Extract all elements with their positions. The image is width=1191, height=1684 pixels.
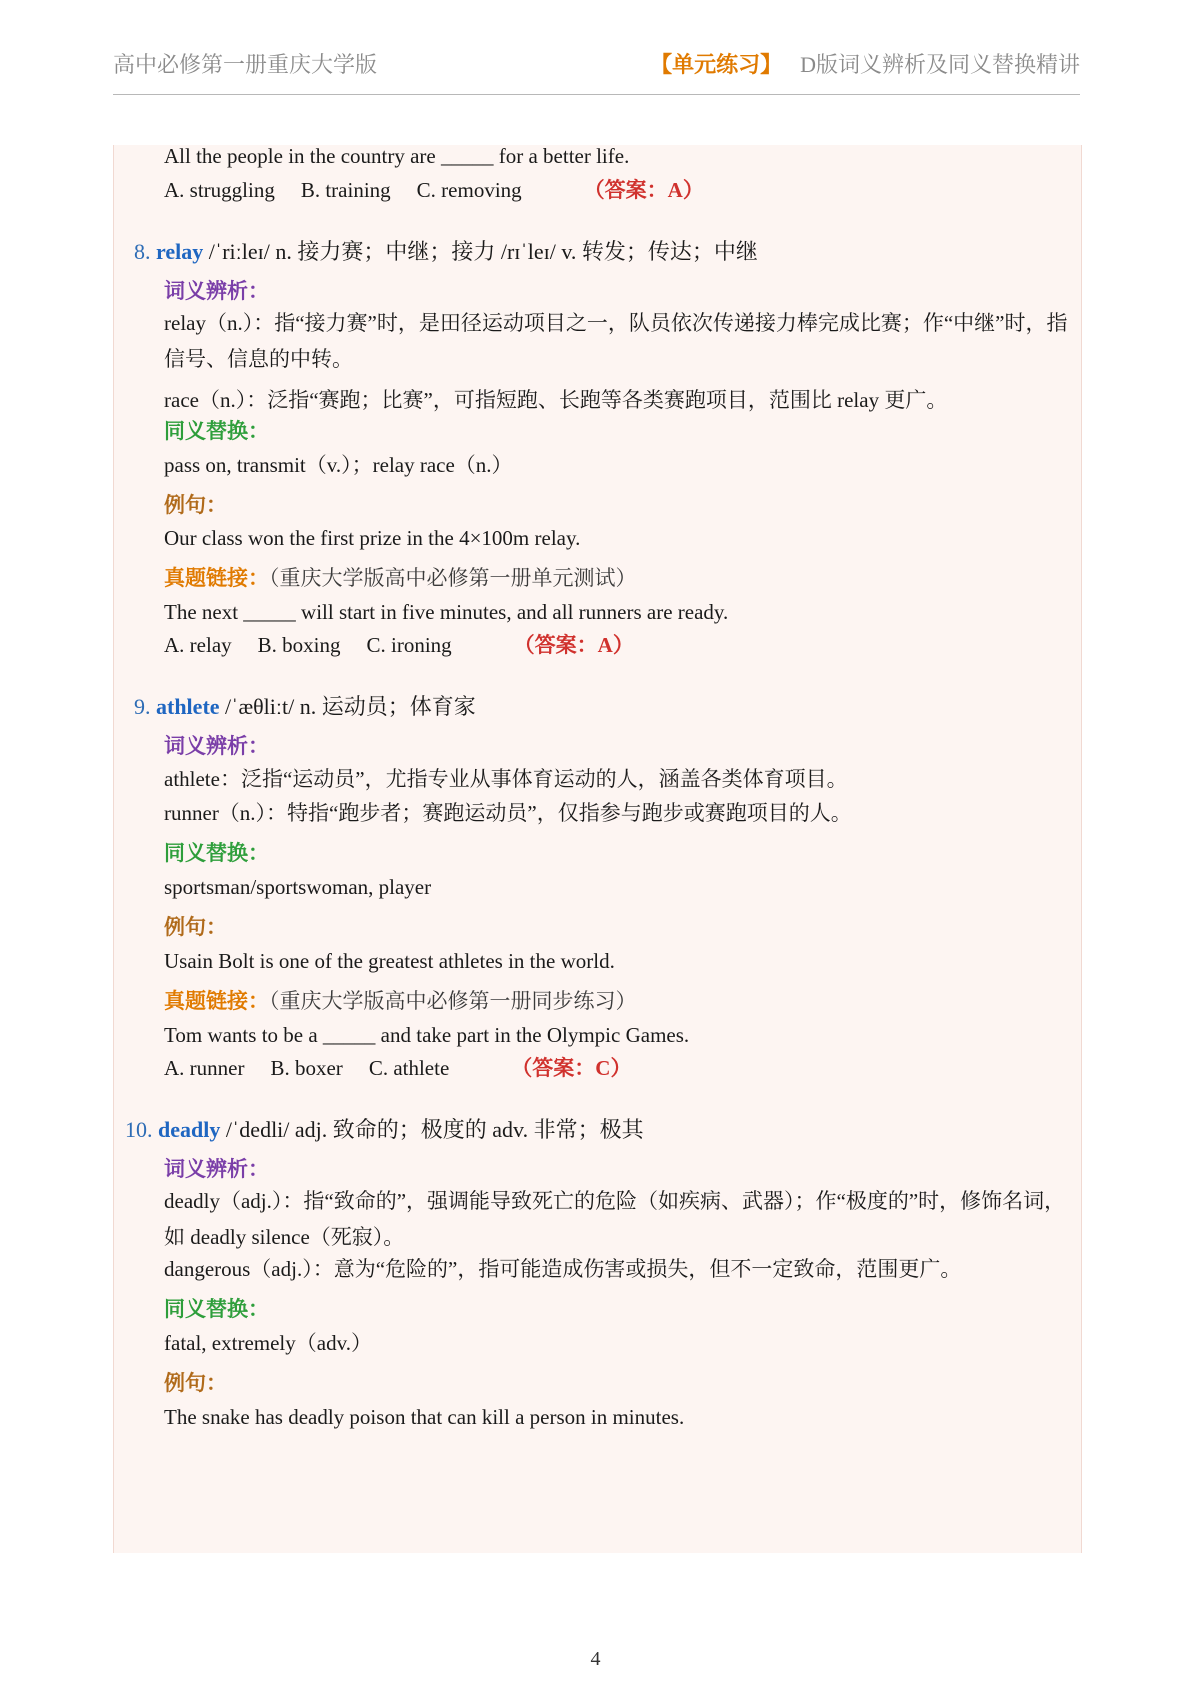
entry-word: relay [156, 239, 204, 264]
option: C. removing [416, 178, 522, 202]
option: A. relay [164, 633, 232, 657]
analysis-label: 词义辨析： [164, 1157, 269, 1181]
analysis-text: athlete：泛指“运动员”，尤指专业从事体育运动的人，涵盖各类体育项目。 [164, 767, 848, 791]
example-label: 例句： [164, 1371, 227, 1395]
option: A. runner [164, 1056, 245, 1080]
entry-definition: /ˈriːleɪ/ n. 接力赛；中继；接力 /rɪˈleɪ/ v. 转发；传达；中继 [203, 239, 758, 264]
option: C. ironing [366, 633, 452, 657]
synonym-label: 同义替换： [164, 1297, 269, 1321]
example-label: 例句： [164, 915, 227, 939]
entry-word: athlete [156, 694, 220, 719]
analysis-text: deadly（adj.）：指“致命的”，强调能导致死亡的危险（如疾病、武器）；作“极度的”时，修饰名词，如 deadly silence（死寂）。 [164, 1189, 1066, 1249]
option: C. athlete [368, 1056, 450, 1080]
question-options [164, 175, 704, 205]
answer: （答案：A） [583, 178, 704, 202]
example-text: The snake has deadly poison that can kill a person in minutes. [164, 1405, 685, 1429]
synonym-text: fatal, extremely（adv.） [164, 1331, 372, 1355]
option: B. training [300, 178, 391, 202]
header-book-edition: 高中必修第一册重庆大学版 [113, 52, 378, 77]
question-stem: The next _____ will start in five minutes, and all runners are ready. [164, 600, 729, 624]
entry-title [125, 1114, 644, 1146]
analysis-label: 词义辨析： [164, 734, 269, 758]
answer: （答案：C） [511, 1056, 632, 1080]
entry-title [134, 691, 476, 723]
synonym-label: 同义替换： [164, 841, 269, 865]
synonym-text: sportsman/sportswoman, player [164, 875, 432, 899]
analysis-label: 词义辨析： [164, 279, 269, 303]
example-text: Usain Bolt is one of the greatest athletes in the world. [164, 949, 615, 973]
analysis-text: race（n.）：泛指“赛跑；比赛”，可指短跑、长跑等各类赛跑项目，范围比 relay 更广。 [164, 388, 948, 412]
entry-definition: /ˈdedli/ adj. 致命的；极度的 adv. 非常；极其 [220, 1117, 644, 1142]
analysis-text: dangerous（adj.）：意为“危险的”，指可能造成伤害或损失，但不一定致命，范围更广。 [164, 1257, 962, 1281]
analysis-text: relay（n.）：指“接力赛”时，是田径运动项目之一，队员依次传递接力棒完成比赛；作“中继”时，指信号、信息的中转。 [164, 311, 1068, 371]
exam-link [164, 563, 637, 593]
option: B. boxing [257, 633, 341, 657]
option: B. boxer [270, 1056, 343, 1080]
question-stem: Tom wants to be a _____ and take part in the Olympic Games. [164, 1023, 690, 1047]
example-label: 例句： [164, 493, 227, 517]
synonym-text: pass on, transmit（v.）；relay race（n.） [164, 453, 513, 477]
exam-source: （重庆大学版高中必修第一册同步练习） [269, 989, 637, 1013]
header-section-tag: 【单元练习】 [650, 52, 783, 77]
exam-link [164, 986, 637, 1016]
question-options [164, 630, 634, 660]
header-book-title: D版词义辨析及同义替换精讲 [800, 52, 1080, 77]
synonym-label: 同义替换： [164, 419, 269, 443]
page-header [113, 44, 1080, 95]
option: A. struggling [164, 178, 275, 202]
answer: （答案：A） [513, 633, 634, 657]
exam-label: 真题链接： [164, 989, 269, 1013]
page-number: 4 [590, 1648, 601, 1670]
question-stem: All the people in the country are _____ for a better life. [164, 144, 630, 168]
entry-number: 9. [134, 694, 151, 719]
header-right [650, 48, 1080, 79]
exam-source: （重庆大学版高中必修第一册单元测试） [269, 566, 637, 590]
analysis-text: runner（n.）：特指“跑步者；赛跑运动员”，仅指参与跑步或赛跑项目的人。 [164, 801, 852, 825]
entry-number: 10. [125, 1117, 153, 1142]
entry-title [134, 236, 758, 268]
exam-label: 真题链接： [164, 566, 269, 590]
entry-word: deadly [158, 1117, 221, 1142]
entry-number: 8. [134, 239, 151, 264]
question-options [164, 1053, 631, 1083]
example-text: Our class won the first prize in the 4×100m relay. [164, 526, 581, 550]
entry-definition: /ˈæθliːt/ n. 运动员；体育家 [219, 694, 476, 719]
